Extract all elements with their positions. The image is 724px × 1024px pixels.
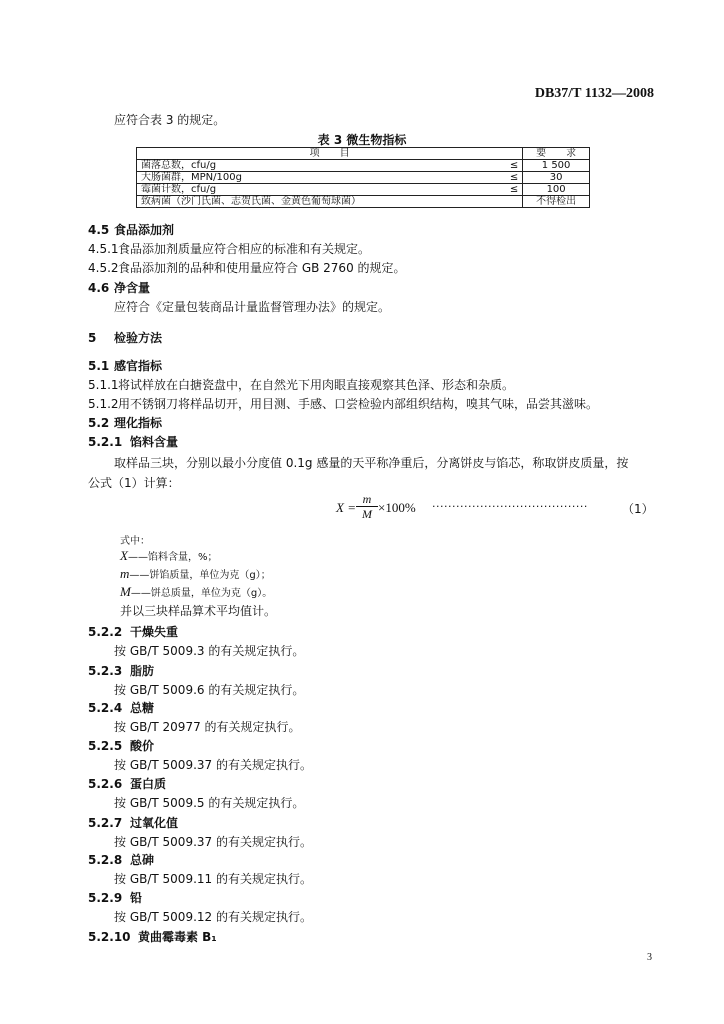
section-5-2-9-text: 按 GB/T 5009.12 的有关规定执行。 [114,910,312,924]
section-5-2-2-text: 按 GB/T 5009.3 的有关规定执行。 [114,644,305,658]
section-number: 5.2.5 [88,739,123,753]
section-5-2-10-heading [88,929,217,945]
section-4-5-2 [88,260,406,276]
row-item: 大肠菌群，MPN/100g [137,172,495,184]
average-note: 并以三块样品算术平均值计。 [120,604,277,618]
variable-description: ——饼总质量，单位为克（g）。 [130,588,273,599]
formula-fraction [356,492,378,521]
formula-numerator: m [356,492,378,507]
document-code: DB37/T 1132—2008 [534,86,654,101]
formula-lhs: X = [336,500,356,515]
section-5-2-2-heading [88,624,178,640]
variable-definition [120,548,217,564]
section-5-2-7-text: 按 GB/T 5009.37 的有关规定执行。 [114,835,312,849]
section-5-2-6-text: 按 GB/T 5009.5 的有关规定执行。 [114,796,305,810]
variable-description: ——饼馅质量，单位为克（g）； [129,570,271,581]
section-number: 5.2.10 [88,930,131,944]
section-5-2-6-heading [88,776,166,792]
where-label: 式中： [120,536,150,547]
section-number: 4.5.2 [88,261,119,275]
table-row [137,160,590,172]
section-title: 总糖 [130,701,155,715]
variable-definition [120,566,271,582]
section-text: 用不锈钢刀将样品切开，用目测、手感、口尝检验内部组织结构，嗅其气味，品尝其滋味。 [118,397,599,411]
section-number: 5.2.3 [88,664,123,678]
row-value: 1 500 [523,160,590,172]
section-number: 5 [88,331,97,345]
variable-description: ——馅料含量，%； [127,552,218,563]
section-5-2-9-heading [88,890,142,906]
section-title: 干燥失重 [130,625,179,639]
section-5-1-heading [88,358,162,374]
header-requirement: 要 求 [523,148,590,160]
section-number: 5.2.6 [88,777,123,791]
section-number: 5.1.2 [88,397,119,411]
variable-symbol: X [120,548,128,563]
section-title: 过氧化值 [130,816,179,830]
section-5-heading [88,330,162,346]
section-number: 5.2.1 [88,435,123,449]
section-title: 净含量 [114,281,151,295]
section-title: 蛋白质 [130,777,167,791]
section-title: 食品添加剂 [114,223,175,237]
section-number: 5.2 [88,416,110,430]
section-number: 5.2.8 [88,853,123,867]
section-title: 酸价 [130,739,155,753]
section-5-2-4-heading [88,700,154,716]
formula-number: （1） [622,502,654,516]
section-title: 馅料含量 [130,435,179,449]
header-item: 项 目 [137,148,523,160]
filling-method-line2: 公式（1）计算： [88,476,180,490]
section-5-1-1 [88,377,514,393]
section-title: 脂肪 [130,664,155,678]
section-text: 食品添加剂质量应符合相应的标准和有关规定。 [118,242,371,256]
row-symbol: ≤ [494,160,523,172]
section-text: 将试样放在白搪瓷盘中，在自然光下用肉眼直接观察其色泽、形态和杂质。 [118,378,515,392]
section-number: 5.2.9 [88,891,123,905]
section-5-2-heading [88,415,162,431]
section-5-2-8-text: 按 GB/T 5009.11 的有关规定执行。 [114,872,312,886]
formula-dots: ······································· [432,500,588,513]
section-title: 理化指标 [114,416,163,430]
table-row [137,196,590,208]
section-4-5-1 [88,241,370,257]
section-title: 检验方法 [114,331,163,345]
table-caption: 表 3 微生物指标 [317,133,407,147]
section-number: 5.2.2 [88,625,123,639]
filling-method-line1: 取样品三块，分别以最小分度值 0.1g 感量的天平称净重后，分离饼皮与馅芯，称取饼皮质量，按 [114,456,629,470]
row-item: 致病菌（沙门氏菌、志贺氏菌、金黄色葡萄球菌） [137,196,523,208]
section-text: 食品添加剂的品种和使用量应符合 GB 2760 的规定。 [118,261,406,275]
section-5-2-5-text: 按 GB/T 5009.37 的有关规定执行。 [114,758,312,772]
row-symbol: ≤ [494,172,523,184]
formula-denominator: M [362,507,372,521]
section-5-2-3-heading [88,663,154,679]
row-value: 不得检出 [523,196,590,208]
section-title: 感官指标 [114,359,163,373]
section-number: 5.2.4 [88,701,123,715]
section-5-1-2 [88,396,598,412]
section-number: 5.1 [88,359,110,373]
table-header-row [137,148,590,160]
section-5-2-1-heading [88,434,178,450]
variable-symbol: m [120,566,130,581]
section-title: 铅 [130,891,143,905]
variable-definition [120,584,272,600]
section-5-2-4-text: 按 GB/T 20977 的有关规定执行。 [114,720,301,734]
section-5-2-5-heading [88,738,154,754]
row-item: 菌落总数，cfu/g [137,160,495,172]
section-number: 4.5 [88,223,110,237]
section-number: 4.5.1 [88,242,119,256]
section-5-2-8-heading [88,852,154,868]
row-item: 霉菌计数，cfu/g [137,184,495,196]
section-title: 黄曲霉毒素 B₁ [138,930,217,944]
section-number: 5.2.7 [88,816,123,830]
row-value: 30 [523,172,590,184]
section-5-2-7-heading [88,815,178,831]
section-5-2-3-text: 按 GB/T 5009.6 的有关规定执行。 [114,683,305,697]
variable-symbol: M [120,584,131,599]
row-symbol: ≤ [494,184,523,196]
section-number: 4.6 [88,281,110,295]
section-4-6-heading [88,280,150,296]
section-4-6-text: 应符合《定量包装商品计量监督管理办法》的规定。 [114,300,391,314]
section-number: 5.1.1 [88,378,119,392]
page-number: 3 [647,952,652,963]
table-row [137,172,590,184]
table-intro-text: 应符合表 3 的规定。 [114,113,226,127]
table-row [137,184,590,196]
section-4-5-heading [88,222,174,238]
microbial-index-table [136,147,590,208]
formula-rhs: ×100% [378,500,416,515]
section-title: 总砷 [130,853,155,867]
row-value: 100 [523,184,590,196]
